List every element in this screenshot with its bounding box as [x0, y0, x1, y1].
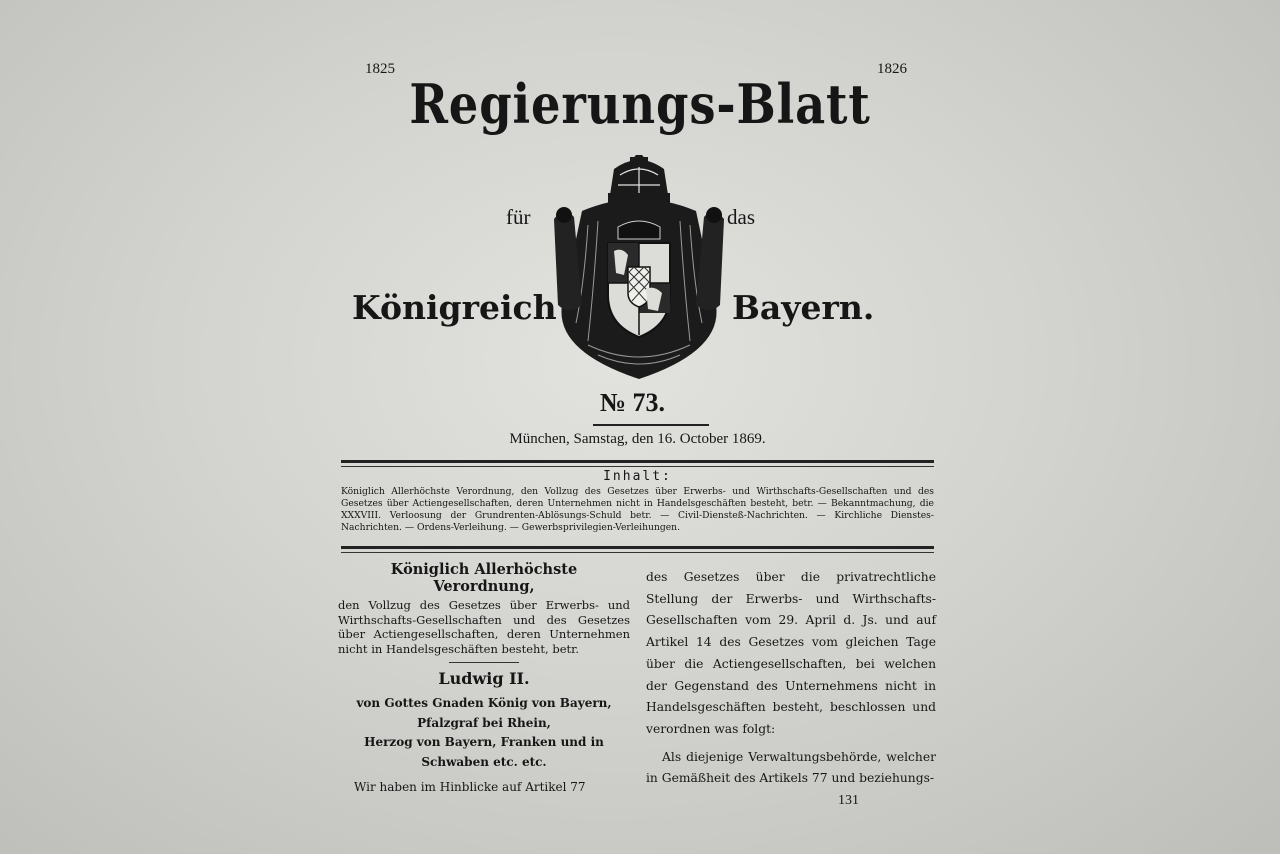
opening-line: Wir haben im Hinblicke auf Artikel 77	[354, 780, 586, 794]
rule-top	[341, 460, 934, 463]
masthead-fuer: für	[506, 205, 531, 229]
rule-bottom	[341, 546, 934, 549]
ruler-title-2: Pfalzgraf bei Rhein,	[417, 715, 551, 730]
right-paragraph-2: Als diejenige Verwaltungsbehörde, welcher in Gemäßheit des Artikels 77 und beziehungs-	[646, 749, 936, 786]
left-column	[338, 561, 630, 796]
page-number: 131	[838, 793, 859, 808]
masthead-koenigreich: Königreich	[352, 288, 557, 327]
coat-of-arms-icon	[548, 155, 730, 383]
ruler-title-4: Schwaben etc. etc.	[421, 754, 547, 769]
ruler-name: Ludwig II.	[438, 669, 530, 688]
section-divider	[449, 662, 519, 663]
rule-top-thin	[341, 466, 934, 467]
ruler-title-3: Herzog von Bayern, Franken und in	[364, 735, 604, 749]
contents-heading: Inhalt:	[603, 469, 672, 484]
ordinance-title: Königlich Allerhöchste Verordnung,	[390, 561, 578, 595]
contents-text: Königlich Allerhöchste Verordnung, den Vollzug des Gesetzes über Erwerbs- und Wirthschafts-Gesellschaften und des Gesetzes über Actiengesellschaften, deren Unternehmen nicht in Handelsgeschäften besteht, betr. — Bekanntmachung, die XXXVIII. Verloosung der Grundrenten-Ablösungs-Schuld betr. — Civil-Diensteß-Nachrichten. — Kirchliche Dienstes-Nachrichten. — Ordens-Verleihung. — Gewerbsprivilegien-Verleihungen.	[341, 486, 934, 533]
masthead-title: Regierungs-Blatt	[409, 72, 871, 136]
right-paragraph-1: des Gesetzes über die privatrechtliche Stellung der Erwerbs- und Wirthschafts-Gesellschaften vom 29. April d. Js. und auf Artikel 14 des Gesetzes vom gleichen Tage über die Actiengesellschaften, bei welchen der Gegenstand des Unternehmens nicht in Handelsgeschäften besteht, beschlossen und verordnen was folgt:	[646, 570, 936, 736]
issue-number: № 73.	[599, 388, 666, 417]
masthead-bayern: Bayern.	[732, 288, 875, 327]
year-right: 1826	[877, 61, 907, 77]
masthead-das: das	[727, 205, 755, 229]
dateline: München, Samstag, den 16. October 1869.	[509, 431, 766, 447]
ruler-title-1: von Gottes Gnaden König von Bayern,	[356, 696, 612, 710]
issue-number-rule	[593, 424, 709, 426]
rule-bottom-thin	[341, 552, 934, 553]
year-left: 1825	[365, 61, 395, 77]
right-column	[646, 567, 936, 790]
ordinance-subtitle: den Vollzug des Gesetzes über Erwerbs- und Wirthschafts-Gesellschaften und des Gesetzes über Actiengesellschaften, deren Unternehmen nicht in Handelsgeschäften besteht, betr.	[338, 598, 630, 656]
